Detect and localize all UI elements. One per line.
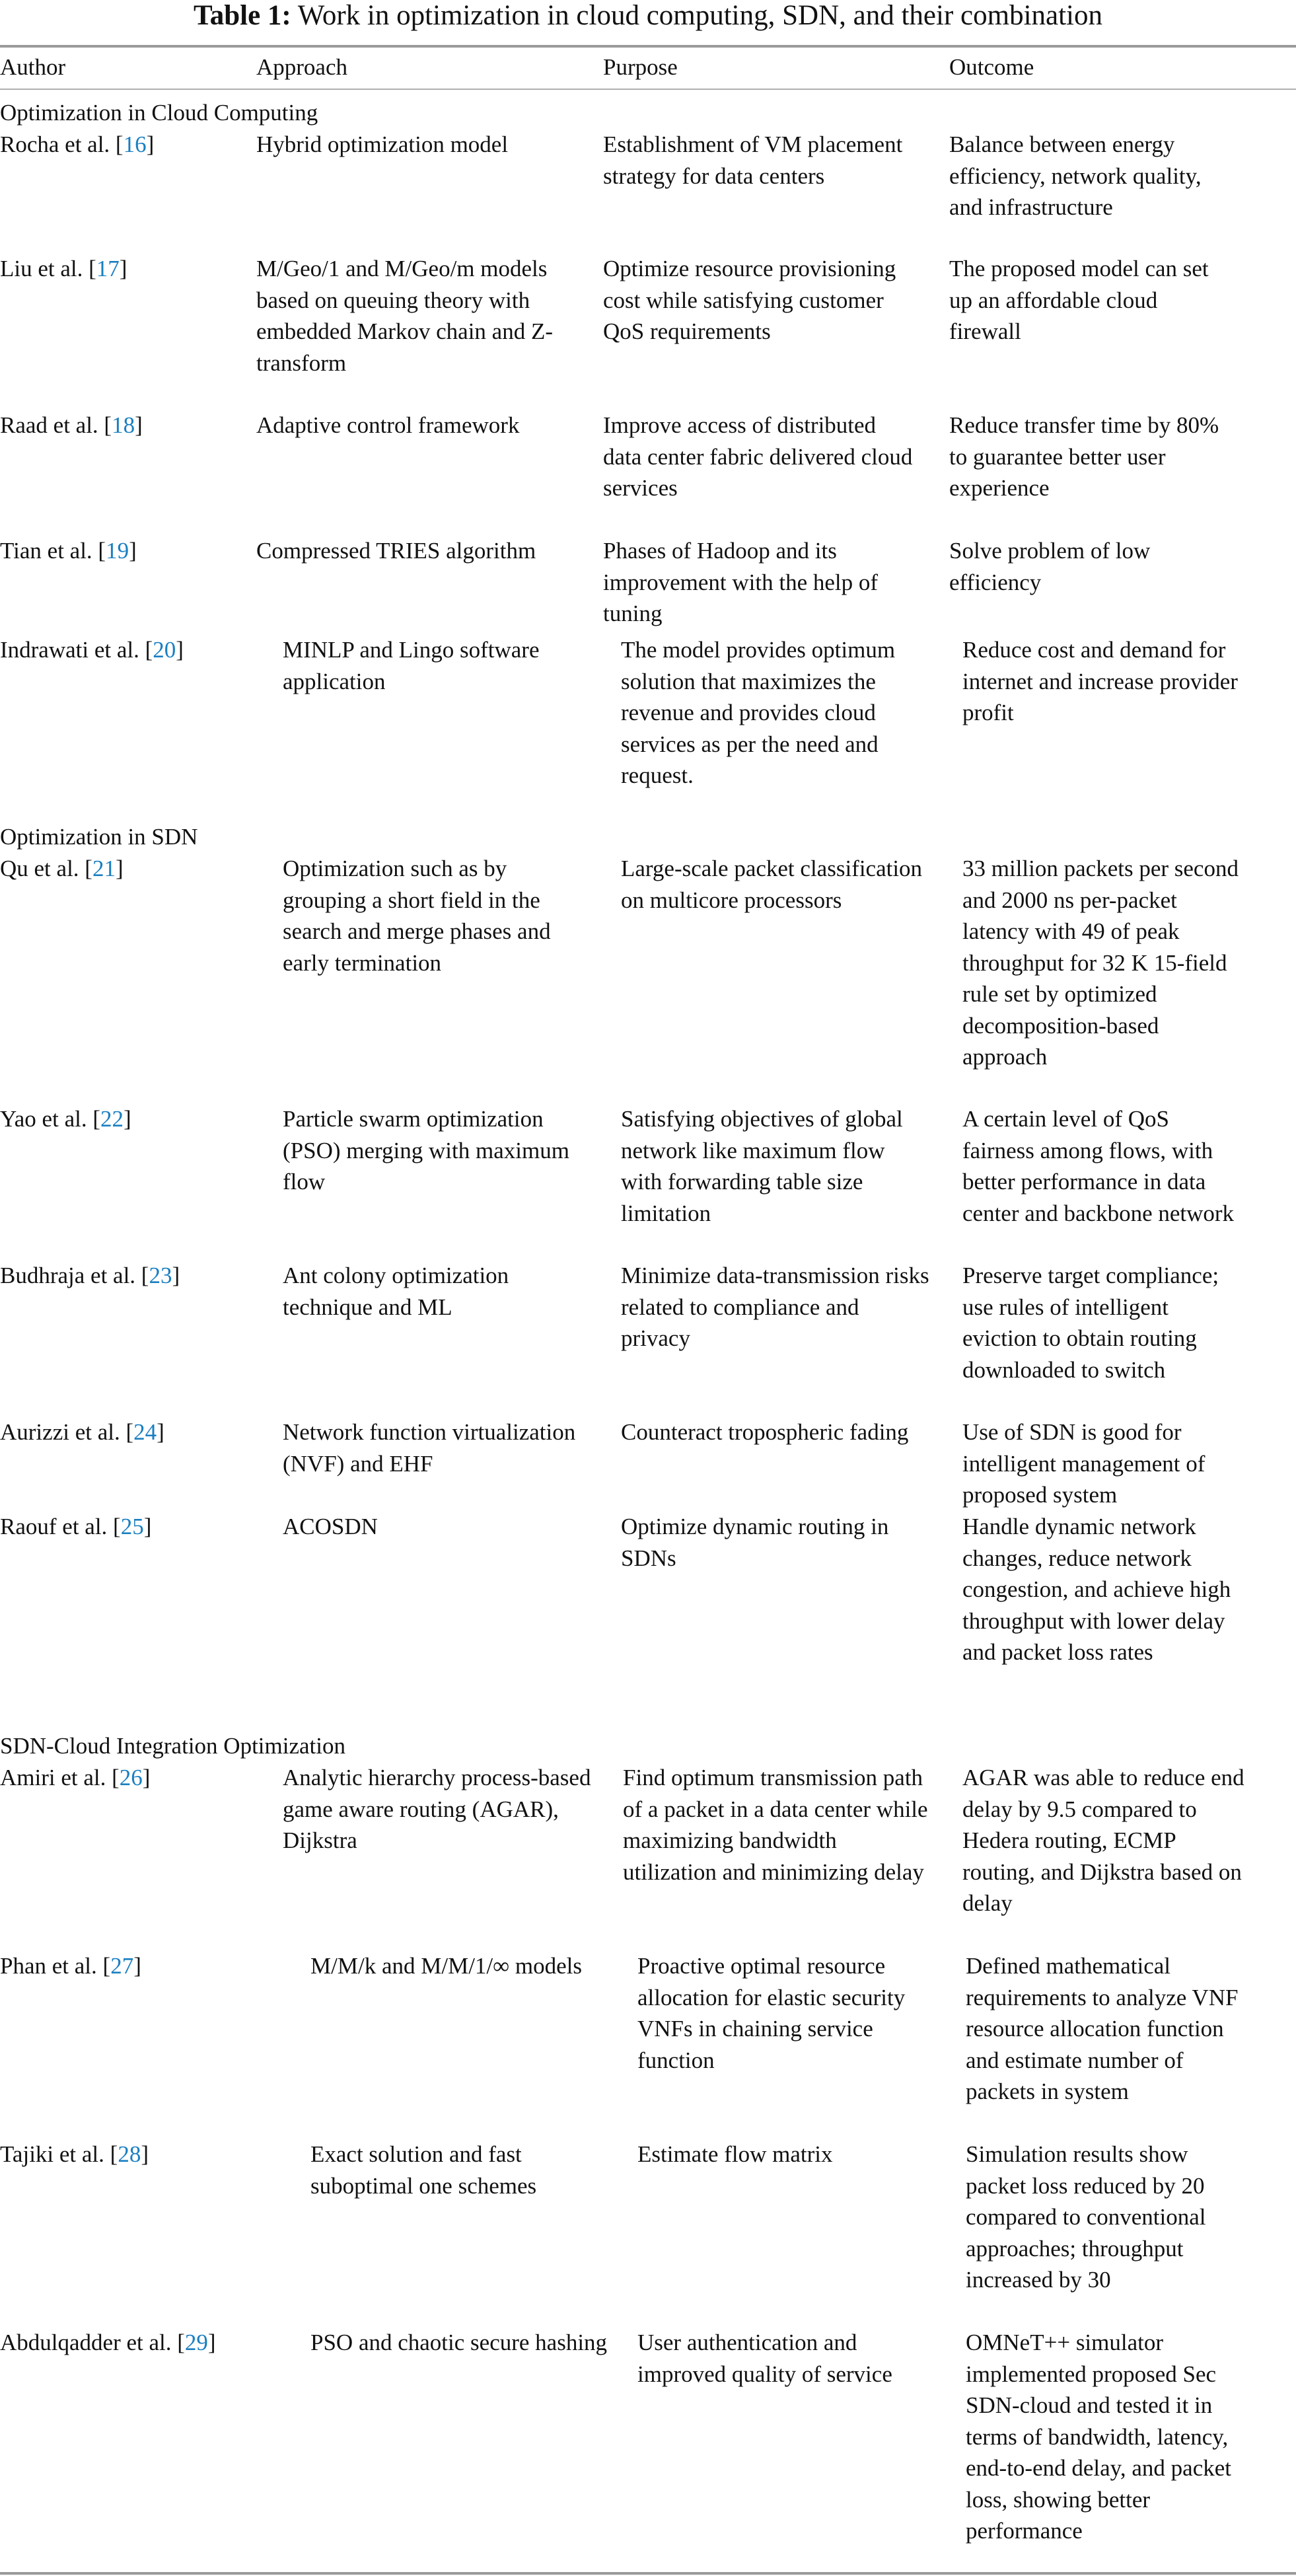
citation-link[interactable]: 16 [123,131,147,157]
table-bottom-rule [0,2572,1296,2575]
outcome-cell: AGAR was able to reduce end delay by 9.5 compared to Hedera routing, ECMP routing, and Dijkstra based on delay [962,1765,1244,1916]
outcome-cell: Use of SDN is good for intelligent management of proposed system [962,1419,1206,1508]
purpose-cell: Counteract tropospheric fading [621,1419,909,1445]
outcome-cell: 33 million packets per second and 2000 ns per-packet latency with 49 of peak throughput for 32 K 15-field rule set by optimized decomposition-based approach [962,856,1239,1070]
purpose-cell: Large-scale packet classification on multicore processors [621,856,923,913]
author-cell: Rocha et al. [16] [0,131,155,157]
header-purpose: Purpose [603,54,678,80]
approach-cell: M/Geo/1 and M/Geo/m models based on queuing theory with embedded Markov chain and Z-transform [256,256,554,376]
approach-cell: Adaptive control framework [256,412,520,438]
author-cell: Amiri et al. [26] [0,1765,151,1790]
citation-link[interactable]: 28 [118,2141,141,2167]
outcome-cell: Reduce cost and demand for internet and increase provider profit [962,637,1238,725]
approach-cell: Ant colony optimization technique and ML [283,1263,509,1320]
purpose-cell: Estimate flow matrix [637,2141,833,2167]
purpose-cell: Phases of Hadoop and its improvement with the help of tuning [603,538,879,626]
header-author: Author [0,54,66,80]
outcome-cell: Reduce transfer time by 80% to guarantee better user experience [949,412,1219,501]
section-title: Optimization in SDN [0,824,198,850]
approach-cell: Optimization such as by grouping a short field in the search and merge phases and early termination [283,856,551,976]
approach-cell: ACOSDN [283,1514,378,1539]
author-cell: Yao et al. [22] [0,1106,131,1132]
table-header-rule [0,89,1296,90]
approach-cell: Analytic hierarchy process-based game aware routing (AGAR), Dijkstra [283,1765,591,1853]
purpose-cell: The model provides optimum solution that maximizes the revenue and provides cloud services as per the need and request. [621,637,896,788]
author-cell: Indrawati et al. [20] [0,637,184,663]
outcome-cell: OMNeT++ simulator implemented proposed Sec SDN-cloud and tested it in terms of bandwidth, latency, end-to-end delay, and packet loss, showing better performance [966,2330,1231,2544]
citation-link[interactable]: 25 [120,1514,144,1539]
outcome-cell: Solve problem of low efficiency [949,538,1151,595]
citation-link[interactable]: 23 [149,1263,172,1288]
author-cell: Abdulqadder et al. [29] [0,2330,216,2355]
author-cell: Aurizzi et al. [24] [0,1419,164,1445]
approach-cell: PSO and chaotic secure hashing [310,2330,608,2355]
approach-cell: Particle swarm optimization (PSO) merging with maximum flow [283,1106,569,1195]
author-cell: Raad et al. [18] [0,412,143,438]
outcome-cell: Preserve target compliance; use rules of intelligent eviction to obtain routing downloaded to switch [962,1263,1219,1383]
section-heading [0,1730,1296,1762]
author-cell: Liu et al. [17] [0,256,127,281]
purpose-cell: Optimize dynamic routing in SDNs [621,1514,889,1571]
section-title: SDN-Cloud Integration Optimization [0,1733,345,1759]
outcome-cell: Handle dynamic network changes, reduce network congestion, and achieve high throughput with lower delay and packet loss rates [962,1514,1231,1665]
table-caption [0,0,1296,30]
purpose-cell: Minimize data-transmission risks related to compliance and privacy [621,1263,929,1351]
outcome-cell: Defined mathematical requirements to analyze VNF resource allocation function and estimate number of packets in system [966,1953,1239,2104]
section-heading [0,821,1296,853]
approach-cell: Hybrid optimization model [256,131,509,157]
author-cell: Phan et al. [27] [0,1953,141,1979]
outcome-cell: The proposed model can set up an affordable cloud firewall [949,256,1209,344]
outcome-cell: A certain level of QoS fairness among flows, with better performance in data center and backbone network [962,1106,1235,1226]
purpose-cell: Establishment of VM placement strategy for data centers [603,131,903,189]
author-cell: Tian et al. [19] [0,538,137,564]
purpose-cell: Find optimum transmission path of a packet in a data center while maximizing bandwidth utilization and minimizing delay [623,1765,928,1885]
header-outcome: Outcome [949,54,1034,80]
author-cell: Raouf et al. [25] [0,1514,152,1539]
table-caption-label: Table 1: [193,0,291,31]
purpose-cell: User authentication and improved quality of service [637,2330,892,2387]
approach-cell: MINLP and Lingo software application [283,637,540,694]
table-caption-text: Work in optimization in cloud computing, SDN, and their combination [297,0,1102,31]
approach-cell: Network function virtualization (NVF) and EHF [283,1419,576,1477]
citation-link[interactable]: 21 [92,856,116,881]
approach-cell: Compressed TRIES algorithm [256,538,536,564]
author-cell: Qu et al. [21] [0,856,124,881]
citation-link[interactable]: 19 [106,538,129,564]
citation-link[interactable]: 29 [184,2330,208,2355]
citation-link[interactable]: 18 [112,412,135,438]
section-title: Optimization in Cloud Computing [0,100,318,126]
citation-link[interactable]: 17 [96,256,120,281]
purpose-cell: Optimize resource provisioning cost while satisfying customer QoS requirements [603,256,896,344]
purpose-cell: Proactive optimal resource allocation for elastic security VNFs in chaining service function [637,1953,906,2073]
approach-cell: Exact solution and fast suboptimal one schemes [310,2141,537,2199]
author-cell: Tajiki et al. [28] [0,2141,149,2167]
citation-link[interactable]: 24 [133,1419,157,1445]
table-top-rule [0,45,1296,48]
citation-link[interactable]: 22 [100,1106,124,1132]
section-heading [0,97,1296,129]
purpose-cell: Satisfying objectives of global network like maximum flow with forwarding table size limitation [621,1106,903,1226]
outcome-cell: Balance between energy efficiency, network quality, and infrastructure [949,131,1202,220]
citation-link[interactable]: 26 [119,1765,143,1790]
citation-link[interactable]: 27 [110,1953,134,1979]
header-approach: Approach [256,54,348,80]
purpose-cell: Improve access of distributed data center fabric delivered cloud services [603,412,913,501]
approach-cell: M/M/k and M/M/1/∞ models [310,1953,582,1979]
outcome-cell: Simulation results show packet loss reduced by 20 compared to conventional approaches; throughput increased by 30 [966,2141,1206,2293]
citation-link[interactable]: 20 [153,637,176,663]
author-cell: Budhraja et al. [23] [0,1263,180,1288]
